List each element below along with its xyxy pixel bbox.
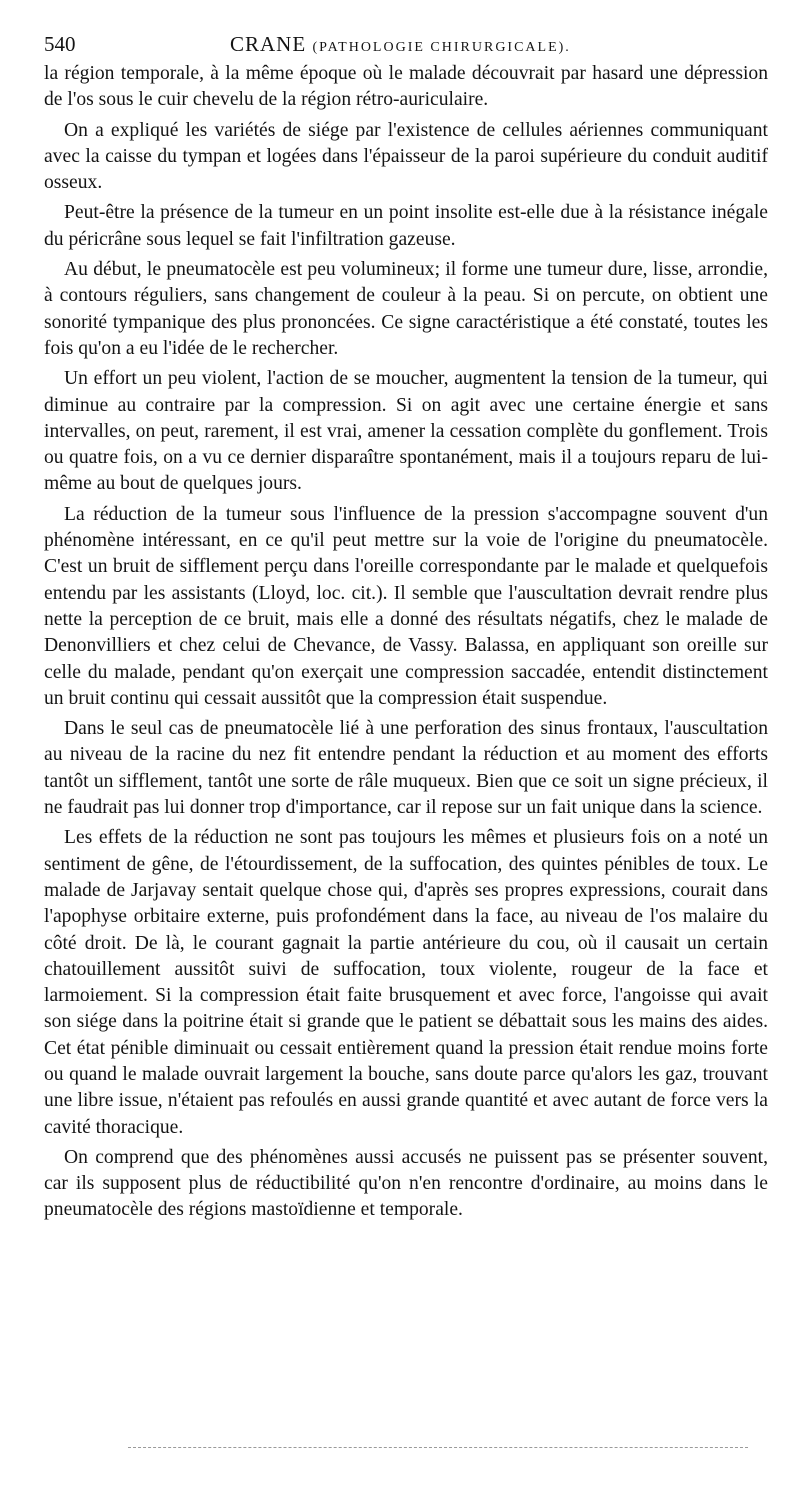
paragraph: Au début, le pneumatocèle est peu volumineux; il forme une tumeur dure, lisse, arrondie, à contours réguliers, sans changement de couleur à la peau. Si on percute, on obtient une sonorité tympanique des plus prononcées. Ce signe caractéristique a été constaté, toutes les fois qu'on a eu l'idée de le rechercher. <box>44 259 768 359</box>
paragraph: Un effort un peu violent, l'action de se moucher, augmentent la tension de la tumeur, qui diminue au contraire par la compression. Si on agit avec une certaine énergie et sans intervalles, on peut, rarement, il est vrai, amener la cessation complète du gonflement. Trois ou quatre fois, on a vu ce dernier disparaître spontanément, mais il a toujours reparu de lui-même au bout de quelques jours. <box>44 368 768 495</box>
running-subtitle: (PATHOLOGIE CHIRURGICALE). <box>312 40 571 55</box>
paragraph: On a expliqué les variétés de siége par l'existence de cellules aériennes communiquant avec la caisse du tympan et logées dans l'épaisseur de la paroi supérieure du conduit auditif osseux. <box>44 119 768 194</box>
paragraph: La réduction de la tumeur sous l'influence de la pression s'accompagne souvent d'un phénomène intéressant, en ce qu'il peut mettre sur la voie de l'origine du pneumatocèle. C'est un bruit de sifflement perçu dans l'oreille correspondante par le malade et quelquefois entendu par les assistants (Lloyd, loc. cit.). Il semble que l'auscultation devrait rendre plus nette la perception de ce bruit, mais elle a donné des résultats négatifs, chez le malade de Denonvilliers et chez celui de Chevance, de Vassy. Balassa, en appliquant son oreille sur celle du malade, pendant qu'on exerçait une compression saccadée, entendit distinctement un bruit continu qui cessait aussitôt que la compression était suspendue. <box>44 503 768 709</box>
page-number: 540 <box>44 32 76 56</box>
body-text <box>44 61 768 1228</box>
paragraph: Peut-être la présence de la tumeur en un point insolite est-elle due à la résistance inégale du péricrâne sous lequel se fait l'infiltration gazeuse. <box>44 202 768 250</box>
running-title: CRANE <box>230 32 307 56</box>
paragraph: la région temporale, à la même époque où le malade découvrait par hasard une dépression de l'os sous le cuir chevelu de la région rétro-auriculaire. <box>44 63 768 111</box>
paragraph: Les effets de la réduction ne sont pas toujours les mêmes et plusieurs fois on a noté un sentiment de gêne, de l'étourdissement, de la suffocation, des quintes pénibles de toux. Le malade de Jarjavay sentait quelque chose qui, d'après ses propres expressions, courait dans l'apophyse orbitaire externe, puis profondément dans la face, au niveau de l'os malaire du côté droit. De là, le courant gagnait la partie antérieure du cou, où il causait un certain chatouillement aussitôt suivi de suffocation, toux violente, rougeur de la face et larmoiement. Si la compression était faite brusquement et avec force, l'angoisse qui avait son siége dans la poitrine était si grande que le patient se débattait sous les mains des aides. Cet état pénible diminuait ou cessait entièrement quand la pression était rendue moins forte ou quand le malade ouvrait largement la bouche, sans doute parce qu'alors les gaz, trouvant une libre issue, n'étaient pas refoulés en aussi grande quantité et avec autant de force vers la cavité thoracique. <box>44 827 768 1138</box>
paragraph: On comprend que des phénomènes aussi accusés ne puissent pas se présenter souvent, car ils supposent plus de réductibilité qu'on n'en rencontre d'ordinaire, au moins dans le pneumatocèle des régions mastoïdienne et temporale. <box>44 1146 768 1221</box>
page-header <box>44 28 766 62</box>
footer-rule <box>128 1447 748 1448</box>
paragraph: Dans le seul cas de pneumatocèle lié à une perforation des sinus frontaux, l'auscultation au niveau de la racine du nez fit entendre pendant la réduction et au moment des efforts tantôt un sifflement, tantôt une sorte de râle muqueux. Bien que ce soit un signe précieux, il ne faudrait pas lui donner trop d'importance, car il repose sur un fait unique dans la science. <box>44 718 768 819</box>
running-head <box>230 32 571 57</box>
